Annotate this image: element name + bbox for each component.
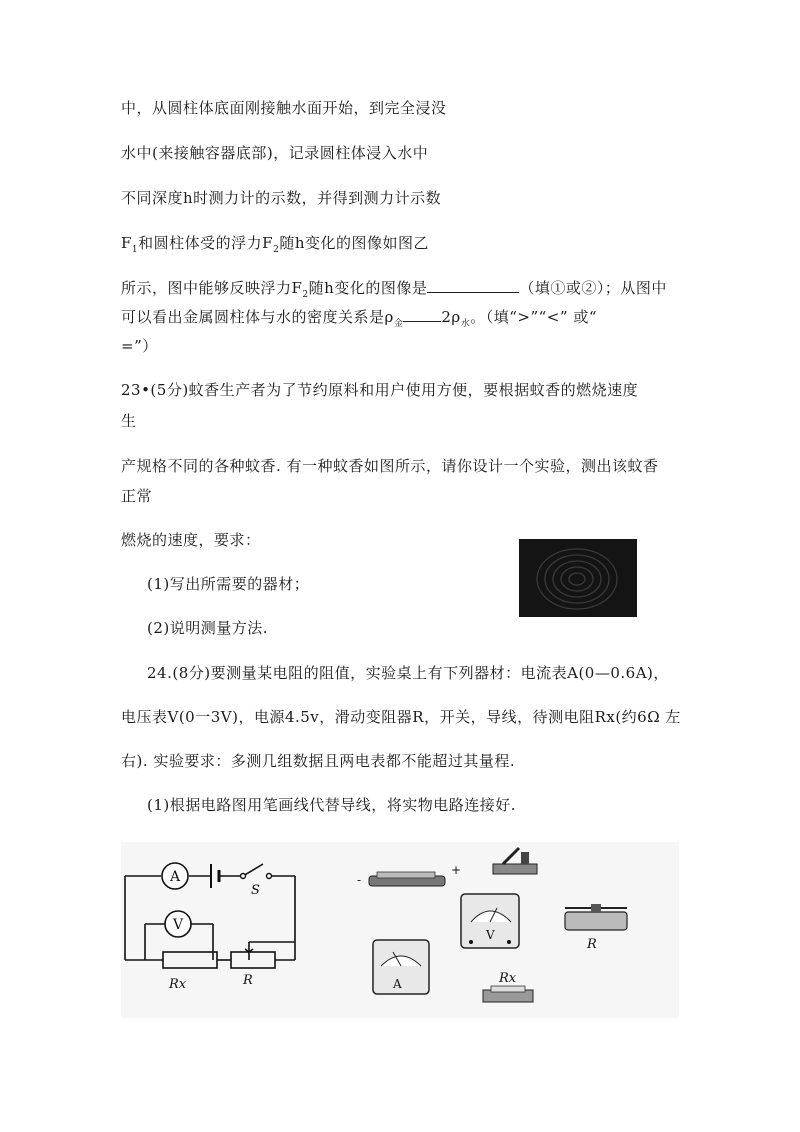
text: 可以看出金属圆柱体与水的密度关系是ρ bbox=[121, 308, 394, 326]
q24-line-2: 电压表V(0一3V)，电源4.5v，滑动变阻器R，开关，导线，待测电阻Rx(约6Ω 左 bbox=[121, 708, 681, 726]
q23-line-2: 生 bbox=[121, 412, 137, 430]
subscript: 水 bbox=[460, 319, 471, 329]
q23-line-1: 23•(5分)蚊香生产者为了节约原料和用户使用方便，要根据蚊香的燃烧速度 bbox=[121, 381, 639, 399]
text: 和圆柱体受的浮力F bbox=[138, 234, 274, 252]
mosquito-coil-figure bbox=[478, 531, 648, 617]
voltmeter-label: V bbox=[172, 917, 184, 933]
q23-line-5: 燃烧的速度，要求： bbox=[121, 531, 261, 549]
minus-sign: - bbox=[357, 873, 362, 887]
battery-device bbox=[357, 863, 461, 887]
text: 随h变化的图像是 bbox=[308, 279, 428, 297]
switch-device bbox=[493, 848, 537, 874]
rheostat-label: R bbox=[587, 937, 597, 952]
subscript: 2 bbox=[302, 290, 309, 300]
switch-label: S bbox=[251, 883, 260, 898]
text: 。（填“>”“<” 或“ bbox=[470, 308, 597, 326]
text: 2ρ bbox=[441, 308, 461, 326]
f-symbol: F bbox=[121, 234, 132, 252]
q23-item-1: (1)写出所需要的器材； bbox=[147, 575, 310, 593]
text: （填①或②）；从图中 bbox=[519, 279, 667, 297]
r-label: R bbox=[243, 973, 253, 988]
q24-item-1: (1)根据电路图用笔画线代替导线，将实物电路连接好. bbox=[147, 796, 517, 814]
subscript: 2 bbox=[273, 245, 280, 255]
q23-line-4: 正常 bbox=[121, 487, 153, 505]
voltmeter-device bbox=[461, 894, 519, 948]
resistor-device bbox=[483, 971, 533, 1002]
q24-line-1: 24.(8分)要测量某电阻的阻值，实验桌上有下列器材：电流表A(0—0.6A)， bbox=[147, 664, 669, 682]
text: 随h变化的图像如图乙 bbox=[279, 234, 429, 252]
rx-device-label: Rx bbox=[499, 971, 517, 986]
circuit-diagram bbox=[125, 864, 295, 968]
q22-line-1: 中，从圆柱体底面刚接触水面开始，到完全浸没 bbox=[121, 99, 447, 117]
plus-sign: + bbox=[451, 863, 462, 877]
q23-item-2: (2)说明测量方法. bbox=[147, 619, 269, 637]
q22-line-4 bbox=[121, 233, 429, 260]
voltmeter-device-label: V bbox=[486, 928, 495, 942]
subscript: 金 bbox=[393, 319, 404, 329]
answer-blank[interactable] bbox=[403, 307, 441, 322]
circuit-figure bbox=[121, 842, 679, 1018]
ammeter-label: A bbox=[169, 869, 181, 885]
text: 所示，图中能够反映浮力F bbox=[121, 279, 303, 297]
answer-blank[interactable] bbox=[427, 278, 519, 293]
rx-label: Rx bbox=[169, 977, 187, 992]
q22-line-7: =”） bbox=[121, 337, 158, 355]
q22-line-2: 水中(来接触容器底部)，记录圆柱体浸入水中 bbox=[121, 144, 429, 162]
rheostat-device bbox=[565, 904, 627, 952]
q22-line-6 bbox=[121, 307, 597, 334]
q23-line-3: 产规格不同的各种蚊香. 有一种蚊香如图所示，请你设计一个实验，测出该蚊香 bbox=[121, 457, 659, 475]
subscript: 1 bbox=[131, 245, 139, 255]
q24-line-3: 右). 实验要求：多测几组数据且两电表都不能超过其量程. bbox=[121, 752, 516, 770]
ammeter-device bbox=[373, 940, 429, 994]
q22-line-5 bbox=[121, 278, 667, 305]
mosquito-coil-photo bbox=[519, 539, 637, 617]
ammeter-device-label: A bbox=[393, 977, 402, 991]
q22-line-3: 不同深度h时测力计的示数，并得到测力计示数 bbox=[121, 189, 442, 207]
